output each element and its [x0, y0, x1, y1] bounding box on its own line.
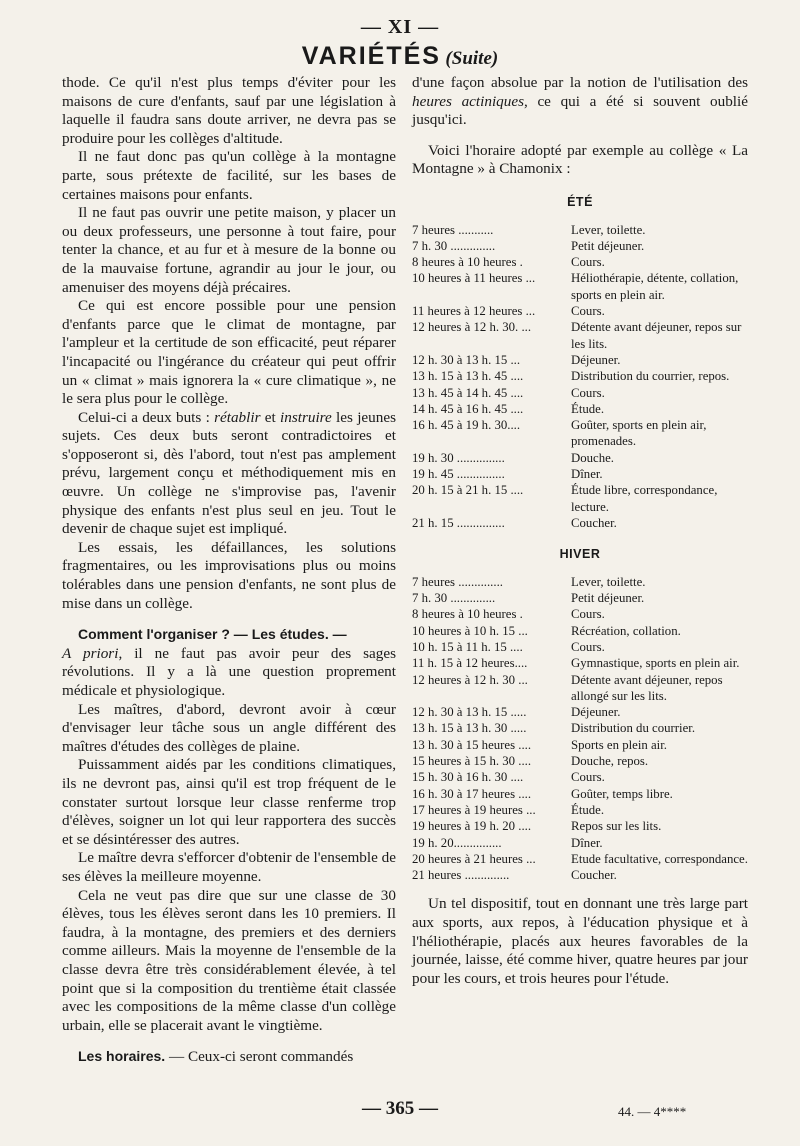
schedule-row: [412, 417, 748, 450]
schedule-time: 19 h. 45 ...............: [412, 467, 505, 482]
schedule-time: 16 h. 45 à 19 h. 30....: [412, 418, 521, 433]
paragraph: d'une façon absolue par la notion de l'utilisation des heures actiniques, ce qui a été si souvent oublié jusqu'ici.: [412, 74, 748, 129]
schedule-activity: Sports en plein air.: [571, 737, 667, 752]
schedule-activity: Détente avant déjeuner, repos sur les lits.: [571, 320, 742, 351]
schedule-time: 12 h. 30 à 13 h. 15 .....: [412, 705, 527, 720]
winter-schedule: [412, 574, 748, 884]
schedule-row: [412, 867, 748, 883]
schedule-row: [412, 818, 748, 834]
schedule-activity: Gymnastique, sports en plein air.: [571, 656, 740, 671]
schedule-activity: Cours.: [571, 639, 605, 654]
schedule-activity: Goûter, sports en plein air, promenades.: [571, 418, 707, 449]
schedule-time: 20 h. 15 à 21 h. 15 ....: [412, 483, 524, 498]
schedule-activity: Etude facultative, correspondance.: [571, 851, 748, 866]
summer-schedule: [412, 222, 748, 532]
schedule-time: 8 heures à 10 heures .: [412, 255, 523, 270]
schedule-row: [412, 466, 748, 482]
paragraph: Les maîtres, d'abord, devront avoir à cœur d'envisager leur tâche sous un angle différent des maîtres d'études des collèges de plaine.: [62, 700, 396, 755]
schedule-time: 19 h. 30 ...............: [412, 450, 505, 465]
paragraph: Voici l'horaire adopté par exemple au collège « La Montagne » à Chamonix :: [412, 141, 748, 178]
schedule-row: [412, 303, 748, 319]
schedule-row: [412, 704, 748, 720]
paragraph: A priori, il ne faut pas avoir peur des sages révolutions. Il y a là une question proprement médicale et physiologique.: [62, 644, 397, 699]
schedule-time: 13 h. 15 à 13 h. 45 ....: [412, 369, 524, 384]
schedule-activity: Douche.: [571, 450, 614, 465]
schedule-row: [412, 769, 748, 785]
schedule-time: 19 heures à 19 h. 20 ....: [412, 819, 532, 834]
subheading-organiser: Comment l'organiser ? — Les études. —: [78, 626, 347, 643]
schedule-activity: Cours.: [571, 385, 605, 400]
schedule-row: [412, 515, 748, 531]
paragraph: Ce qui est encore possible pour une pension d'enfants parce que le climat de montagne, par l'ampleur et la certitude de son efficacité, peut réparer l'incapacité ou l'ingérance du créateur qui peut offrir un « climat » mais ignorera la « cure climatique », ne le sera plus pour le collège.: [62, 297, 396, 408]
schedule-row: [412, 368, 748, 384]
schedule-activity: Étude.: [571, 401, 605, 416]
schedule-time: 10 h. 15 à 11 h. 15 ....: [412, 639, 523, 654]
left-column: [62, 74, 396, 1067]
schedule-activity: Goûter, temps libre.: [571, 786, 673, 801]
schedule-time: 7 heures ..............: [412, 574, 503, 589]
schedule-row: [412, 753, 748, 769]
schedule-row: [412, 270, 748, 303]
schedule-row: [412, 786, 748, 802]
schedule-activity: Distribution du courrier, repos.: [571, 369, 730, 384]
schedule-activity: Lever, toilette.: [571, 222, 646, 237]
schedule-row: [412, 851, 748, 867]
schedule-time: 8 heures à 10 heures .: [412, 607, 523, 622]
schedule-row: [412, 238, 748, 254]
schedule-row: [412, 254, 748, 270]
winter-schedule-title: HIVER: [559, 547, 601, 562]
paragraph: thode. Ce qu'il n'est plus temps d'éviter pour les maisons de cure d'enfants, sauf par une législation à laquelle il faudra sans doute arriver, ne devra pas se produire pour les collèges d'altitude.: [62, 74, 396, 147]
schedule-row: [412, 835, 748, 851]
schedule-activity: Dîner.: [571, 467, 603, 482]
schedule-activity: Coucher.: [571, 515, 617, 530]
schedule-row: [412, 450, 748, 466]
schedule-time: 16 h. 30 à 17 heures ....: [412, 786, 532, 801]
schedule-activity: Petit déjeuner.: [571, 238, 645, 253]
schedule-time: 10 heures à 11 heures ...: [412, 271, 536, 286]
schedule-activity: Distribution du courrier.: [571, 721, 696, 736]
schedule-time: 19 h. 20...............: [412, 835, 502, 850]
paragraph: Il ne faut pas ouvrir une petite maison, y placer un ou deux professeurs, une personne à tout faire, pour tenter la chance, et au fur et à mesure de la bonne ou de la mauvaise fortune, agrandir au jour le jour, ou amenuiser des moyens déjà précaires.: [62, 204, 396, 296]
schedule-row: [412, 590, 748, 606]
print-reference: 44. — 4****: [618, 1104, 687, 1119]
schedule-time: 12 heures à 12 h. 30 ...: [412, 672, 528, 687]
schedule-time: 14 h. 45 à 16 h. 45 ....: [412, 401, 524, 416]
schedule-time: 7 heures ...........: [412, 222, 494, 237]
schedule-row: [412, 672, 748, 705]
schedule-row: [412, 720, 748, 736]
schedule-activity: Cours.: [571, 304, 605, 319]
schedule-time: 21 heures ..............: [412, 868, 510, 883]
schedule-activity: Déjeuner.: [571, 352, 621, 367]
schedule-activity: Coucher.: [571, 868, 617, 883]
schedule-time: 11 h. 15 à 12 heures....: [412, 656, 528, 671]
schedule-activity: Cours.: [571, 607, 605, 622]
schedule-row: [412, 482, 748, 515]
schedule-activity: Cours.: [571, 770, 605, 785]
schedule-time: 17 heures à 19 heures ...: [412, 802, 536, 817]
schedule-activity: Lever, toilette.: [571, 574, 646, 589]
schedule-time: 15 h. 30 à 16 h. 30 ....: [412, 770, 524, 785]
schedule-row: [412, 352, 748, 368]
schedule-time: 7 h. 30 ..............: [412, 591, 496, 606]
section-title: VARIÉTÉS: [301, 42, 441, 70]
schedule-row: [412, 655, 748, 671]
schedule-row: [412, 623, 748, 639]
paragraph: Un tel dispositif, tout en donnant une très large part aux sports, aux repos, à l'éducation physique et à l'héliothérapie, placés aux heures favorables de la journée, laisse, été comme hiver, quatre heures par jour pour les cours, et trois heures pour l'étude.: [412, 895, 748, 987]
schedule-time: 15 heures à 15 h. 30 ....: [412, 754, 532, 769]
roman-page-number: — XI —: [360, 16, 440, 38]
schedule-time: 13 h. 15 à 13 h. 30 .....: [412, 721, 527, 736]
summer-schedule-title: ÉTÉ: [567, 194, 593, 209]
schedule-activity: Héliothérapie, détente, collation, sports en plein air.: [571, 271, 739, 302]
schedule-time: 12 heures à 12 h. 30. ...: [412, 320, 532, 335]
section-header: [0, 42, 800, 71]
schedule-activity: Petit déjeuner.: [571, 591, 645, 606]
schedule-activity: Déjeuner.: [571, 705, 621, 720]
schedule-row: [412, 802, 748, 818]
schedule-row: [412, 319, 748, 352]
schedule-time: 13 h. 45 à 14 h. 45 ....: [412, 385, 524, 400]
page-number: — 365 —: [362, 1098, 438, 1119]
schedule-activity: Cours.: [571, 255, 605, 270]
schedule-time: 7 h. 30 ..............: [412, 238, 496, 253]
right-column: [412, 74, 748, 988]
schedule-activity: Étude libre, correspondance, lecture.: [571, 483, 718, 514]
paragraph: Cela ne veut pas dire que sur une classe de 30 élèves, tous les élèves seront dans les 10 premiers. Il faudra, à la montagne, des premiers et des derniers comme ailleurs. Mais la moyenne de l'ensemble de la classe devra être très considérablement élevée, à tel point que si la composition du trentième était classée avec les compositions de la même classe d'un collège urbain, elle se placerait avant le vingtième.: [62, 886, 396, 1034]
schedule-row: [412, 574, 748, 590]
schedule-row: [412, 401, 748, 417]
paragraph: Le maître devra s'efforcer d'obtenir de l'ensemble de ses élèves la meilleure moyenne.: [62, 849, 396, 885]
schedule-activity: Détente avant déjeuner, repos allongé sur les lits.: [571, 672, 723, 703]
paragraph: Celui-ci a deux buts : rétablir et instruire les jeunes sujets. Ces deux buts seront contradictoires et s'opposeront si, dès l'abord, tout n'est pas amplement prévu, largement conçu et méthodiquement mis en œuvre. Un collège ne s'improvise pas, l'avenir physique des enfants n'est plus seul en jeu. Tout le devenir de chaque sujet est impliqué.: [62, 408, 396, 538]
schedule-activity: Douche, repos.: [571, 754, 649, 769]
subheading-horaires: Les horaires. — Ceux-ci seront commandés: [78, 1048, 354, 1066]
schedule-row: [412, 639, 748, 655]
schedule-time: 10 heures à 10 h. 15 ...: [412, 623, 528, 638]
schedule-time: 20 heures à 21 heures ...: [412, 851, 536, 866]
schedule-row: [412, 737, 748, 753]
schedule-activity: Repos sur les lits.: [571, 819, 662, 834]
schedule-activity: Étude.: [571, 802, 605, 817]
schedule-time: 11 heures à 12 heures ...: [412, 304, 536, 319]
paragraph: Il ne faut donc pas qu'un collège à la montagne parte, sous prétexte de facilité, sur les bases de certaines maisons pour enfants.: [62, 148, 396, 203]
schedule-row: [412, 222, 748, 238]
schedule-row: [412, 385, 748, 401]
schedule-time: 21 h. 15 ...............: [412, 515, 505, 530]
paragraph: Puissamment aidés par les conditions climatiques, ils ne devront pas, ainsi qu'il est trop fréquent de le constater surtout lorsque leur classe renferme trop d'élèves, soigner un lot qui leur rapportera des succès et se désintéresser des autres.: [62, 756, 396, 848]
schedule-time: 13 h. 30 à 15 heures ....: [412, 737, 532, 752]
schedule-activity: Dîner.: [571, 835, 603, 850]
schedule-time: 12 h. 30 à 13 h. 15 ...: [412, 352, 521, 367]
section-suffix: (Suite): [445, 48, 499, 69]
paragraph: Les essais, les défaillances, les solutions fragmentaires, ou les improvisations plus ou moins tolérables dans une pension d'enfants, ne sont plus de mise dans un collège.: [62, 538, 396, 612]
schedule-activity: Récréation, collation.: [571, 623, 681, 638]
schedule-row: [412, 606, 748, 622]
